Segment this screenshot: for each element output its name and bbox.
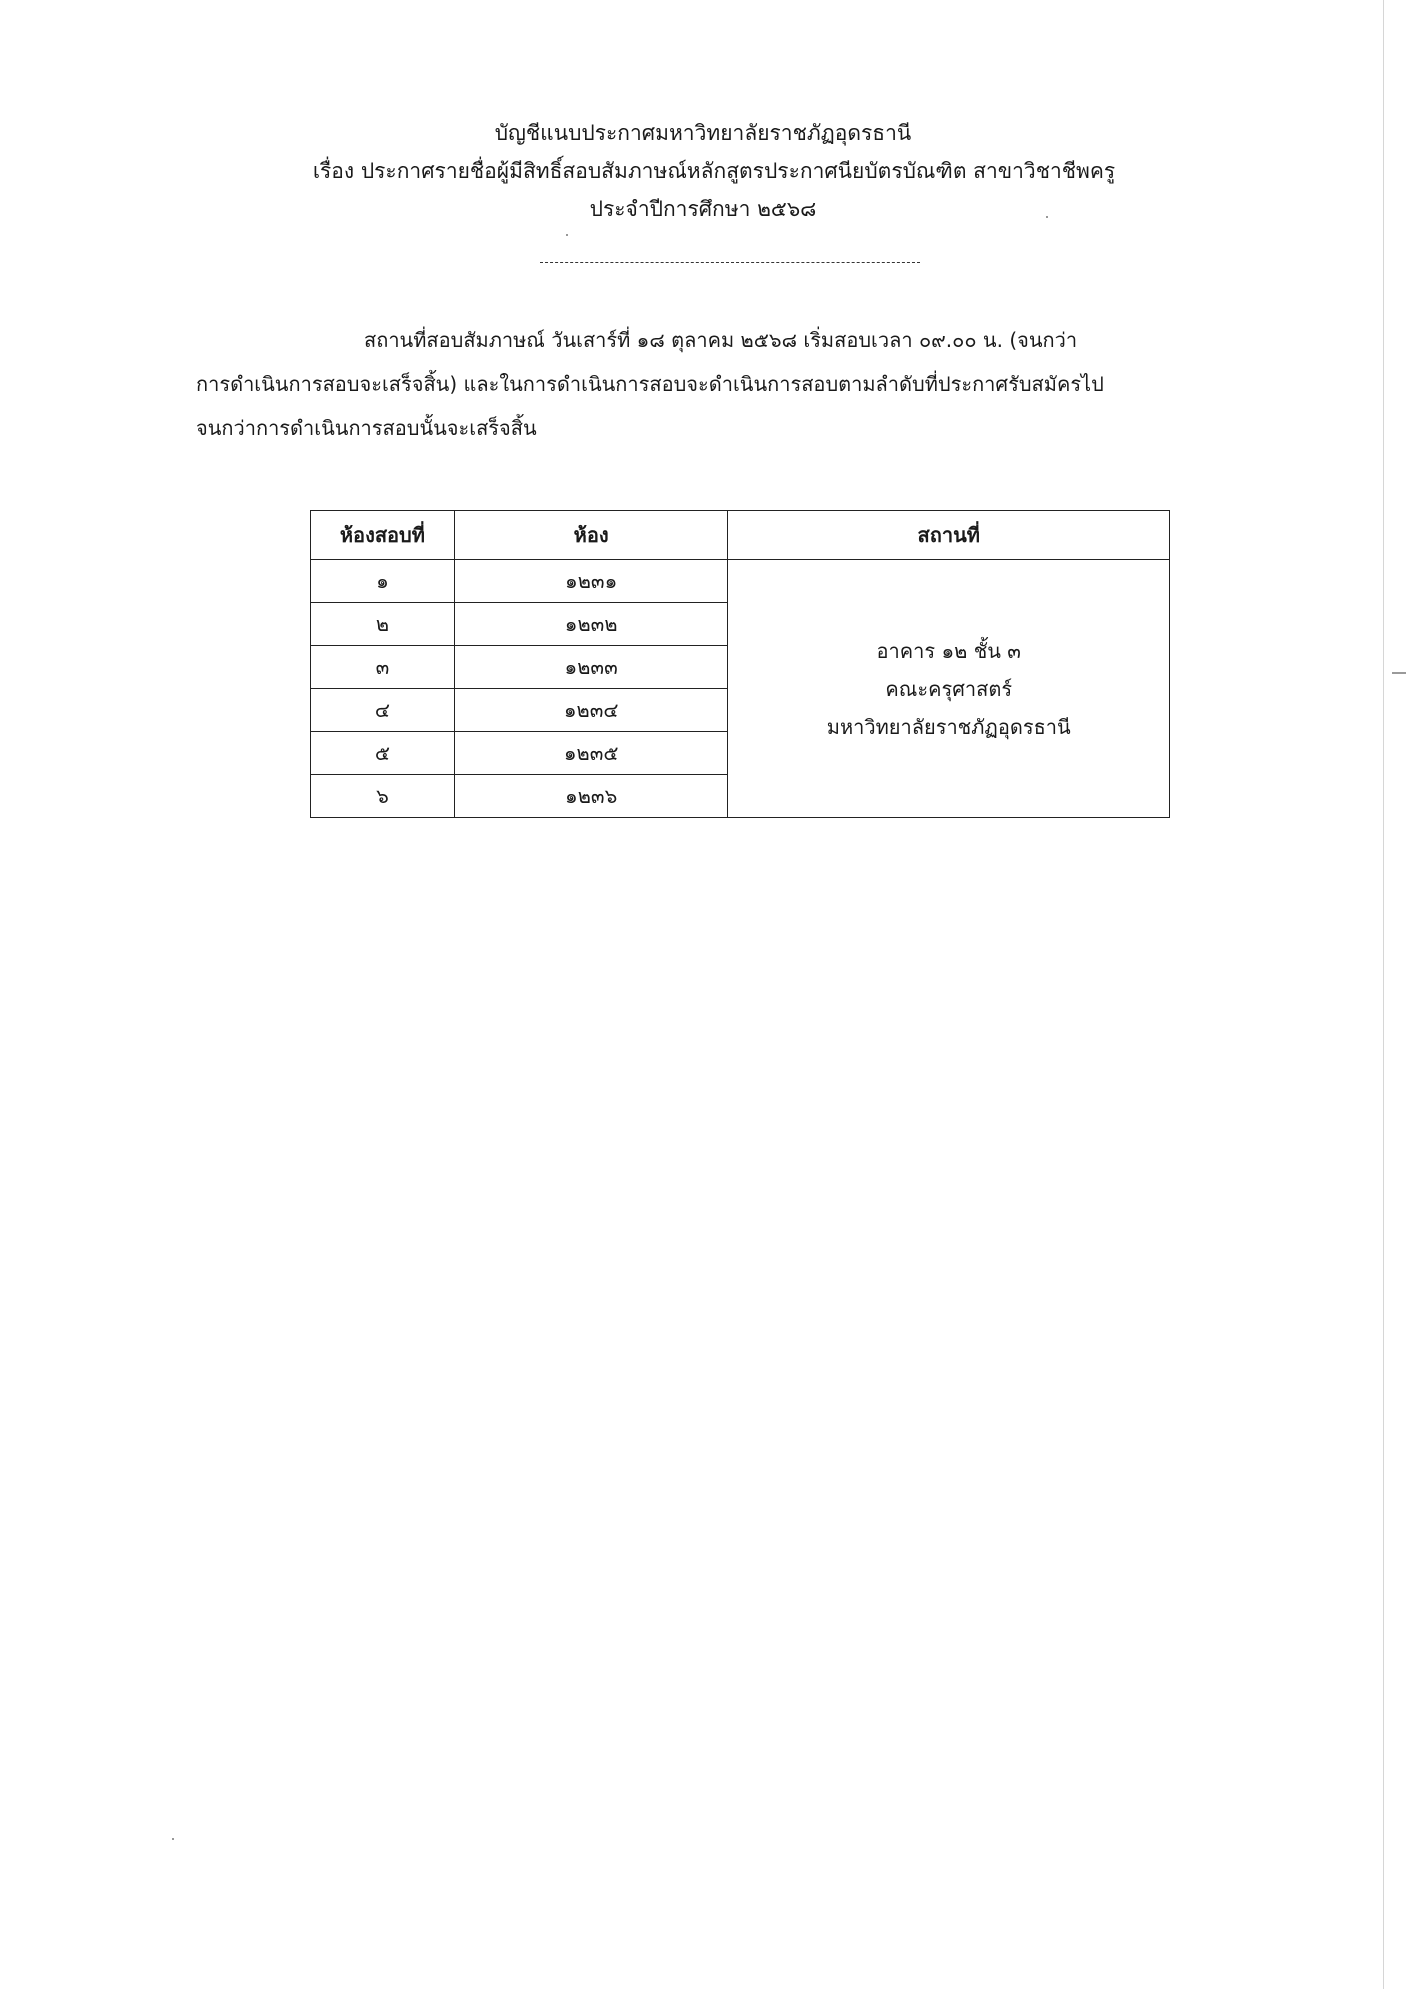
room-cell: ๑๒๓๖ — [454, 775, 728, 818]
page-edge-mark — [1392, 672, 1406, 674]
location-faculty: คณะครุศาสตร์ — [885, 676, 1013, 701]
header-attachment-title: บัญชีแนบประกาศมหาวิทยาลัยราชภัฏอุดรธานี — [494, 121, 912, 145]
header-academic-year: ประจำปีการศึกษา ๒๕๖๘ — [589, 197, 817, 221]
header-separator — [540, 262, 920, 263]
room-cell: ๑๒๓๑ — [454, 560, 728, 603]
page-edge-line — [1383, 0, 1384, 1989]
header-subject: เรื่อง ประกาศรายชื่อผู้มีสิทธิ์สอบสัมภาษณ์หลักสูตรประกาศนียบัตรบัณฑิต สาขาวิชาชีพครู — [312, 159, 1116, 183]
exam-room-no-cell: ๖ — [311, 775, 455, 818]
exam-room-no-cell: ๑ — [311, 560, 455, 603]
room-cell: ๑๒๓๒ — [454, 603, 728, 646]
room-cell: ๑๒๓๕ — [454, 732, 728, 775]
exam-room-no-cell: ๕ — [311, 732, 455, 775]
scan-speck — [172, 1838, 174, 1840]
exam-room-no-cell: ๓ — [311, 646, 455, 689]
table-header-row — [311, 511, 1170, 560]
paragraph-line-2: การดำเนินการสอบจะเสร็จสิ้น) และในการดำเนินการสอบจะดำเนินการสอบตามลำดับที่ประกาศรับสมัครไป — [196, 372, 1104, 396]
paragraph-line-3: จนกว่าการดำเนินการสอบนั้นจะเสร็จสิ้น — [196, 416, 537, 440]
room-cell: ๑๒๓๓ — [454, 646, 728, 689]
document-header — [0, 114, 1406, 228]
location-university: มหาวิทยาลัยราชภัฏอุดรธานี — [826, 714, 1071, 739]
exam-details-paragraph — [196, 318, 1256, 450]
exam-room-table — [310, 510, 1170, 818]
header-exam-room-no: ห้องสอบที่ — [311, 511, 455, 560]
header-location: สถานที่ — [728, 511, 1170, 560]
scan-speck — [1046, 216, 1048, 218]
scan-speck — [566, 234, 568, 236]
paragraph-line-1: สถานที่สอบสัมภาษณ์ วันเสาร์ที่ ๑๘ ตุลาคม ๒๕๖๘ เริ่มสอบเวลา ๐๙.๐๐ น. (จนกว่า — [364, 328, 1078, 352]
location-cell — [728, 560, 1170, 818]
room-cell: ๑๒๓๔ — [454, 689, 728, 732]
table-row — [311, 560, 1170, 603]
location-building: อาคาร ๑๒ ชั้น ๓ — [876, 638, 1021, 663]
exam-room-no-cell: ๔ — [311, 689, 455, 732]
exam-room-no-cell: ๒ — [311, 603, 455, 646]
header-room: ห้อง — [454, 511, 728, 560]
